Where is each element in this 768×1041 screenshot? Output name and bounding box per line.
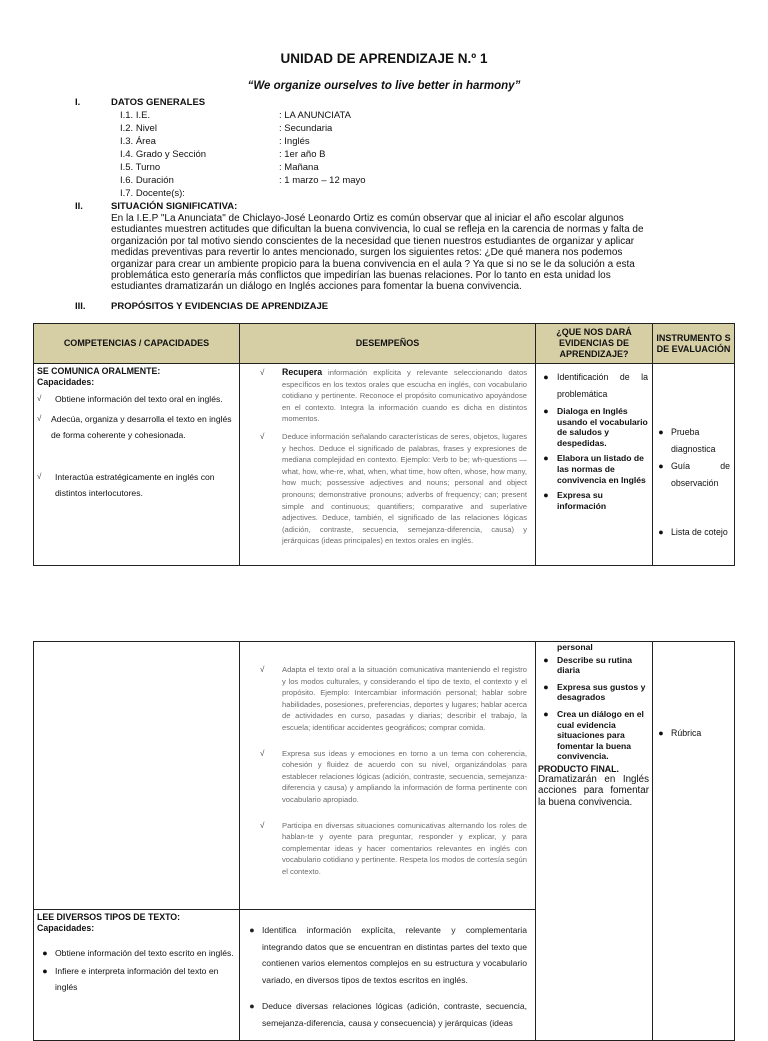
situacion-paragraph <box>111 213 699 293</box>
instrumento-text: Lista de cotejo <box>671 527 728 537</box>
desempeno-text: Expresa sus ideas y emociones en torno a un tema con coherencia, cohesión y fluidez de acuerdo con su nivel, organizándolas para establecer relaciones lógicas (adición, contraste, secuencia, semejanza-diferencia y causa) y ampliando la información de forma pertinente con vocabulario apropiado. <box>282 748 527 804</box>
datos-value-grado: : 1er año B <box>279 149 326 160</box>
capacidad-item <box>37 963 236 995</box>
document-title: UNIDAD DE APRENDIZAJE N.º 1 <box>280 51 488 66</box>
instrumentos-cell-2 <box>653 642 735 1041</box>
datos-label-duracion: I.6. Duración <box>120 175 174 186</box>
situacion-line: organizar para crear un ambiente propicio para la buena convivencia en el aula ? Ya que si no se le da solución a esta <box>111 258 635 270</box>
check-icon: √ <box>260 368 265 377</box>
desempeno-text: Adapta el texto oral a la situación comunicativa manteniendo el registro y los modos culturales, y considerando el tipo de texto, el contexto y el propósito. Ejemplo: Intercambiar información personal; hablar sobre habilidades, posesiones, preferencias, deportes y lugares; hablar acerca de actividades en curso, pasadas y diarias; describir el trabajo, la escuela; identificar accidentes geográficos; comprar comida. <box>282 665 527 732</box>
evidencia-text: Expresa sus gustos y desagrados <box>557 681 646 703</box>
producto-final-text: Dramatizarán en Inglés acciones para fomentar la buena convivencia. <box>538 773 649 808</box>
header-instrumentos: INSTRUMENTO S DE EVALUACIÓN <box>653 324 735 364</box>
capacidad-item <box>37 391 236 407</box>
desempeno-item <box>260 748 527 806</box>
evidencia-item <box>538 682 649 703</box>
capacidad-text: Infiere e interpreta información del texto en inglés <box>55 966 219 992</box>
bullet-icon: ● <box>543 453 549 464</box>
check-icon: √ <box>260 748 265 758</box>
capacidad-text: Obtiene información del texto oral en inglés. <box>55 394 223 404</box>
bullet-icon: ● <box>658 728 664 738</box>
section-2-heading: SITUACIÓN SIGNIFICATIVA: <box>111 201 238 212</box>
evidencia-item <box>538 406 648 448</box>
competencia-oral-title: SE COMUNICA ORALMENTE: <box>37 366 161 376</box>
desempeno-text: Deduce diversas relaciones lógicas (adición, contraste, secuencia, semejanza-diferencia, causa y consecuencia) y jerárquicas (ideas <box>262 1001 527 1028</box>
competencia-lectura-cell <box>34 910 240 1041</box>
competencia-empty-cell <box>34 642 240 910</box>
competencia-lectura-title: LEE DIVERSOS TIPOS DE TEXTO: <box>37 912 181 922</box>
desempeno-text: Participa en diversas situaciones comunicativas alternando los roles de hablan-te y oyente para preguntar, responder y explicar, y para complementar ideas y hacer comentarios relevantes en inglés con vocabulario cotidiano y pertinente. Respeta los modos de cortesía según el contexto. <box>282 820 527 876</box>
capacidad-text: Obtiene información del texto escrito en inglés. <box>55 948 234 958</box>
evidencia-item <box>538 655 649 676</box>
datos-value-nivel: : Secundaria <box>279 123 333 134</box>
capacidad-item <box>37 411 236 443</box>
producto-final-label: PRODUCTO FINAL. <box>538 763 619 774</box>
bullet-icon: ● <box>543 654 549 665</box>
situacion-line: estudiantes dramatizarán un diálogo en Inglés acciones para fomentar la buena convivencia. <box>111 281 522 293</box>
desempeno-item <box>260 431 527 547</box>
section-1-heading: DATOS GENERALES <box>111 97 206 108</box>
evidencias-table-page-1 <box>33 323 735 566</box>
section-1-number: I. <box>75 97 81 108</box>
situacion-line: En la I.E.P "La Anunciata" de Chiclayo-José Leonardo Ortiz es común observar que al iniciar el año escolar algunos <box>111 213 624 224</box>
capacidades-label: Capacidades: <box>37 922 95 933</box>
desempeno-item <box>260 820 527 878</box>
datos-value-turno: : Mañana <box>279 162 319 173</box>
unit-motto: “We organize ourselves to live better in harmony” <box>247 80 521 92</box>
datos-value-ie: : LA ANUNCIATA <box>279 110 351 121</box>
evidencia-item <box>538 490 648 511</box>
desempeno-text: información explícita y relevante seleccionando datos específicos en los textos orales que escucha en inglés, con vocabulario cotidiano y pertinente. Reconoce el propósito comunicativo apoyándose en el contexto. Integra la información cuando es dicha en distintos momentos. <box>282 368 527 424</box>
evidencia-text: Identificación de la problemática <box>557 372 648 399</box>
instrumento-text: Prueba diagnostica <box>671 427 716 454</box>
capacidad-text: Adecúa, organiza y desarrolla el texto en inglés de forma coherente y cohesionada. <box>51 414 232 440</box>
datos-value-area: : Inglés <box>279 136 310 147</box>
bullet-icon: ● <box>658 427 664 437</box>
capacidad-item <box>37 945 236 961</box>
bullet-icon: ● <box>249 1001 255 1011</box>
datos-label-grado: I.4. Grado y Sección <box>120 149 207 160</box>
evidencias-table-page-2 <box>33 641 735 1041</box>
bullet-icon: ● <box>42 966 48 976</box>
bullet-icon: ● <box>543 406 549 416</box>
header-desempenos: DESEMPEÑOS <box>240 324 536 364</box>
bullet-icon: ● <box>42 948 48 958</box>
desempeno-text: Deduce información señalando características de seres, objetos, lugares y hechos. Deduce el significado de palabras, frases y expresiones de mediana complejidad en contexto. Ejemplo: Verb to be; wh-questions —what, how, whe-re, what, when, what time, how often, whose, how many, how much; possessive adjectives and nouns; personal and object pronouns; demonstrative pronouns; adverbs of frequency; can; present simple and continuous; quantifiers; comparative and superlative adjectives. Deduce, también, el significado de las relaciones lógicas (adición, contraste, secuencia, semejanza-diferencia, causa) y jerárquicas (ideas principales) en textos orales en inglés. <box>282 431 527 546</box>
situacion-line: problemática esto generaría más conflictos que impedirían las buenas relaciones. Por lo tanto en esta unidad los <box>111 270 611 282</box>
desempeno-item <box>260 664 527 734</box>
bullet-icon: ● <box>543 708 549 719</box>
section-3-heading: PROPÓSITOS Y EVIDENCIAS DE APRENDIZAJE <box>111 301 329 312</box>
capacidad-item <box>37 469 236 501</box>
desempenos-cell-3 <box>240 910 536 1041</box>
desempeno-item <box>260 367 527 425</box>
evidencias-cell-2 <box>536 642 653 1041</box>
evidencia-item <box>538 453 648 485</box>
header-evidencias: ¿QUE NOS DARÁ EVIDENCIAS DE APRENDIZAJE? <box>536 324 653 364</box>
instrumento-item <box>653 458 730 492</box>
section-2-number: II. <box>75 201 83 212</box>
capacidad-text: Interactúa estratégicamente en inglés con distintos interlocutores. <box>55 472 215 498</box>
check-icon: √ <box>37 414 42 423</box>
evidencia-continuation: personal <box>557 642 593 652</box>
desempenos-cell-1 <box>240 364 536 566</box>
instrumento-item <box>653 524 730 541</box>
bullet-icon: ● <box>658 527 664 537</box>
desempenos-cell-2 <box>240 642 536 910</box>
evidencia-text: Expresa su información <box>557 490 607 511</box>
capacidades-label: Capacidades: <box>37 376 95 387</box>
datos-label-docente: I.7. Docente(s): <box>120 188 185 199</box>
evidencia-item <box>538 369 648 403</box>
datos-value-duracion: : 1 marzo – 12 mayo <box>279 175 366 186</box>
situacion-line: organización por tal motivo siendo conscientes de la necesidad que tienen nuestros estudiantes de organizar y aplicar <box>111 235 635 247</box>
evidencia-text: Crea un diálogo en el cual evidencia situaciones para fomentar la buena convivencia. <box>557 708 644 762</box>
bullet-icon: ● <box>249 925 255 935</box>
datos-label-nivel: I.2. Nivel <box>120 123 157 134</box>
bullet-icon: ● <box>543 372 549 382</box>
desempeno-item <box>244 922 527 988</box>
situacion-line: medidas preventivas para revertir lo antes mencionado, surgen los siguientes retos: ¿De qué manera nos podemos <box>111 247 623 259</box>
header-competencias: COMPETENCIAS / CAPACIDADES <box>34 324 240 364</box>
datos-label-turno: I.5. Turno <box>120 162 161 173</box>
evidencia-text: Describe su rutina diaria <box>557 654 632 676</box>
bullet-icon: ● <box>543 490 549 501</box>
bullet-icon: ● <box>543 681 549 692</box>
evidencia-text: Dialoga en Inglés usando el vocabulario de saludos y despedidas. <box>557 406 648 448</box>
datos-label-area: I.3. Área <box>120 136 156 147</box>
competencia-oral-cell <box>34 364 240 566</box>
instrumento-text: Rúbrica <box>671 728 702 738</box>
instrumento-item <box>653 727 730 739</box>
desempeno-text: Identifica información explícita, relevante y complementaria integrando datos que se encuentran en distintas partes del texto que contienen varios elementos complejos en su estructura y vocabulario variado, en diversos tipos de textos escritos en inglés. <box>262 925 527 985</box>
instrumentos-cell-1 <box>653 364 735 566</box>
desempeno-item <box>244 998 527 1031</box>
check-icon: √ <box>260 431 265 441</box>
check-icon: √ <box>37 394 42 403</box>
check-icon: √ <box>260 820 265 830</box>
check-icon: √ <box>37 472 42 481</box>
evidencias-cell-1 <box>536 364 653 566</box>
datos-label-ie: I.1. I.E. <box>120 110 151 121</box>
section-3-number: III. <box>75 301 86 312</box>
desempeno-keyword: Recupera <box>282 367 323 377</box>
check-icon: √ <box>260 665 265 674</box>
bullet-icon: ● <box>658 461 664 471</box>
instrumento-text: Guía de observación <box>671 461 730 488</box>
situacion-line: estudiantes muestren actitudes que dificultan la buena convivencia, lo cual se refleja en la carencia de normas y falta de <box>111 224 644 236</box>
instrumento-item <box>653 424 730 458</box>
evidencia-text: Elabora un listado de las normas de convivencia en Inglés <box>557 453 646 485</box>
evidencia-item <box>538 709 649 762</box>
